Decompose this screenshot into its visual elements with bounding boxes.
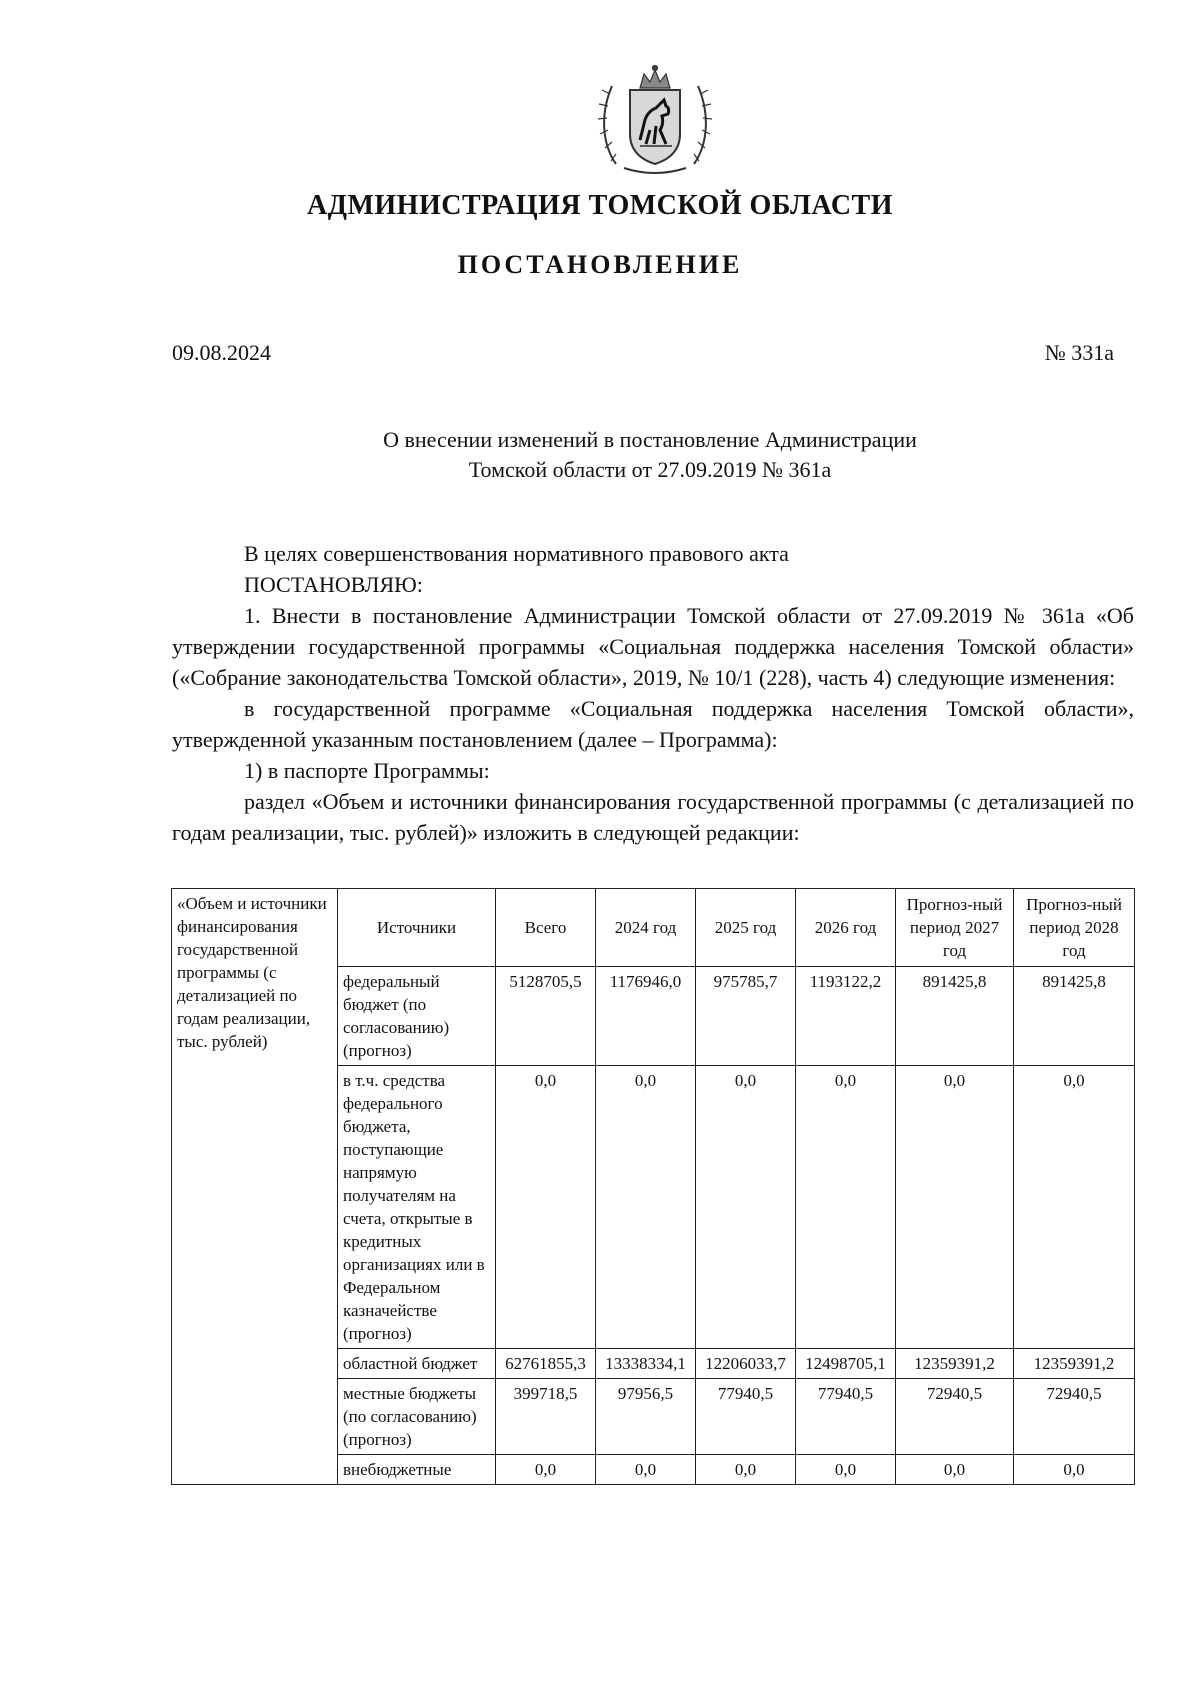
financing-table xyxy=(171,888,1135,1485)
value-cell: 0,0 xyxy=(596,1066,696,1349)
subject-line-1: О внесении изменений в постановление Администрации xyxy=(383,427,917,452)
value-cell: 0,0 xyxy=(896,1066,1014,1349)
source-cell: внебюджетные xyxy=(338,1455,496,1485)
document-type: ПОСТАНОВЛЕНИЕ xyxy=(457,250,743,279)
value-cell: 77940,5 xyxy=(696,1379,796,1455)
organization-title: АДМИНИСТРАЦИЯ ТОМСКОЙ ОБЛАСТИ xyxy=(306,190,894,221)
value-cell: 399718,5 xyxy=(496,1379,596,1455)
value-cell: 0,0 xyxy=(696,1066,796,1349)
value-cell: 12498705,1 xyxy=(796,1349,896,1379)
value-cell: 891425,8 xyxy=(896,967,1014,1066)
paragraph-item-1: 1. Внести в постановление Администрации Томской области от 27.09.2019 № 361а «Об утверждении государственной программы «Социальная поддержка населения Томской области» («Собрание законодательства Томской области», 2019, № 10/1 (228), часть 4) следующие изменения: xyxy=(172,603,1134,690)
value-cell: 13338334,1 xyxy=(596,1349,696,1379)
value-cell: 0,0 xyxy=(596,1455,696,1485)
value-cell: 0,0 xyxy=(696,1455,796,1485)
header-cell: 2025 год xyxy=(696,889,796,967)
paragraph-passport: 1) в паспорте Программы: xyxy=(244,758,490,783)
value-cell: 0,0 xyxy=(896,1455,1014,1485)
header-cell: Источники xyxy=(338,889,496,967)
source-cell: местные бюджеты (по согласованию) (прогноз) xyxy=(338,1379,496,1455)
value-cell: 0,0 xyxy=(496,1066,596,1349)
document-subject xyxy=(200,425,1100,485)
header-cell: 2024 год xyxy=(596,889,696,967)
header-cell: Всего xyxy=(496,889,596,967)
header-cell: 2026 год xyxy=(796,889,896,967)
paragraph-program: в государственной программе «Социальная поддержка населения Томской области», утвержденной указанным постановлением (далее – Программа): xyxy=(172,696,1134,752)
value-cell: 97956,5 xyxy=(596,1379,696,1455)
value-cell: 1193122,2 xyxy=(796,967,896,1066)
row-label-cell: «Объем и источники финансирования государственной программы (с детализацией по годам реализации, тыс. рублей) xyxy=(172,889,338,1485)
value-cell: 0,0 xyxy=(1014,1066,1135,1349)
tomsk-coat-of-arms-icon xyxy=(594,64,716,178)
source-cell: областной бюджет xyxy=(338,1349,496,1379)
paragraph-resolve: ПОСТАНОВЛЯЮ: xyxy=(244,572,423,597)
document-date: 09.08.2024 xyxy=(172,340,271,365)
value-cell: 72940,5 xyxy=(1014,1379,1135,1455)
paragraph-purpose: В целях совершенствования нормативного правового акта xyxy=(244,541,789,566)
header-cell: Прогноз-ный период 2028 год xyxy=(1014,889,1135,967)
value-cell: 0,0 xyxy=(1014,1455,1135,1485)
value-cell: 12359391,2 xyxy=(1014,1349,1135,1379)
document-number: № 331а xyxy=(1044,340,1114,365)
value-cell: 1176946,0 xyxy=(596,967,696,1066)
paragraph-section: раздел «Объем и источники финансирования государственной программы (с детализацией по годам реализации, тыс. рублей)» изложить в следующей редакции: xyxy=(172,789,1134,845)
value-cell: 72940,5 xyxy=(896,1379,1014,1455)
value-cell: 12359391,2 xyxy=(896,1349,1014,1379)
value-cell: 891425,8 xyxy=(1014,967,1135,1066)
value-cell: 77940,5 xyxy=(796,1379,896,1455)
value-cell: 12206033,7 xyxy=(696,1349,796,1379)
subject-line-2: Томской области от 27.09.2019 № 361а xyxy=(468,457,832,482)
source-cell: в т.ч. средства федерального бюджета, поступающие напрямую получателям на счета, открытые в кредитных организациях или в Федеральном казначействе (прогноз) xyxy=(338,1066,496,1349)
source-cell: федеральный бюджет (по согласованию) (прогноз) xyxy=(338,967,496,1066)
document-body xyxy=(172,538,1134,848)
value-cell: 0,0 xyxy=(796,1455,896,1485)
value-cell: 0,0 xyxy=(796,1066,896,1349)
value-cell: 0,0 xyxy=(496,1455,596,1485)
table-header-row xyxy=(172,889,1135,967)
value-cell: 975785,7 xyxy=(696,967,796,1066)
header-cell: Прогноз-ный период 2027 год xyxy=(896,889,1014,967)
value-cell: 62761855,3 xyxy=(496,1349,596,1379)
value-cell: 5128705,5 xyxy=(496,967,596,1066)
